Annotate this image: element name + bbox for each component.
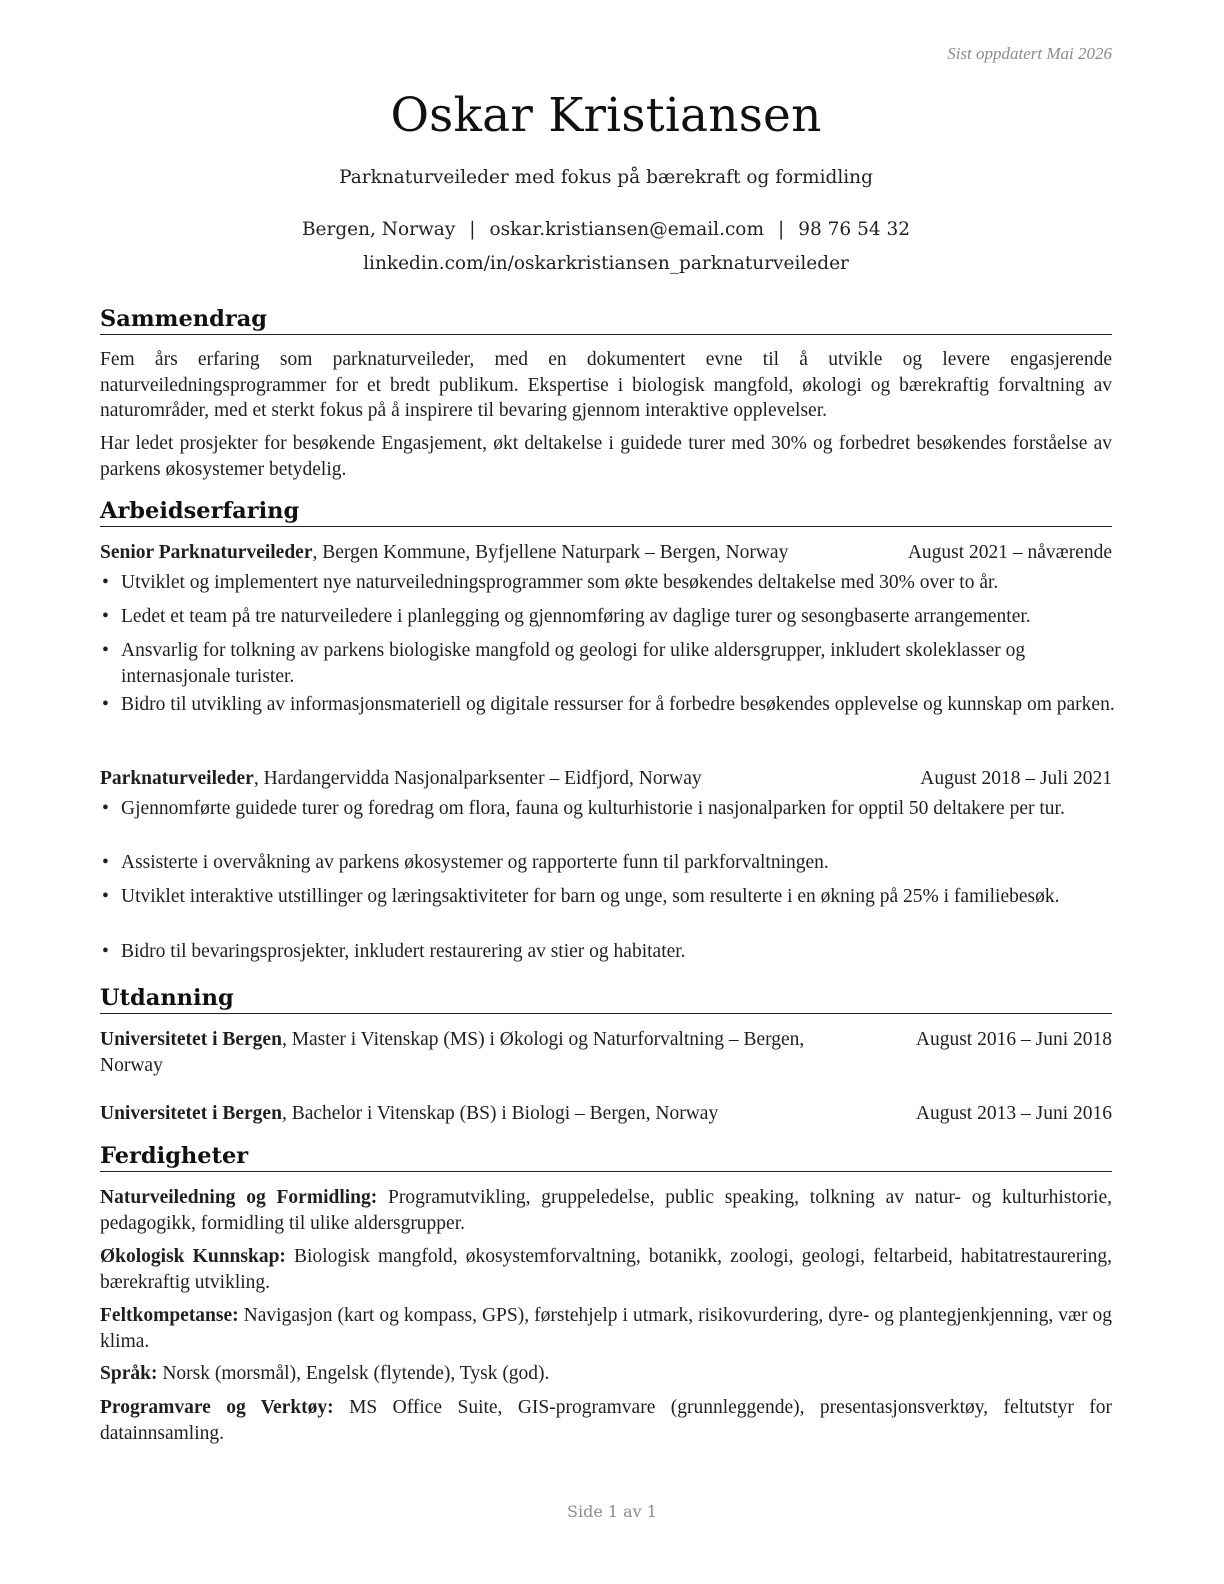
list-item: • Bidro til bevaringsprosjekter, inkludert restaurering av stier og habitater. bbox=[100, 939, 1118, 965]
skill-item: Økologisk Kunnskap: Biologisk mangfold, økosystemforvaltning, botanikk, zoologi, geologi, feltarbeid, habitatrestaurering, bærekraftig utvikling. bbox=[100, 1246, 1112, 1293]
last-updated: Sist oppdatert Mai 2026 bbox=[947, 44, 1112, 63]
list-item: • Ansvarlig for tolkning av parkens biologiske mangfold og geologi for ulike aldersgrupper, inkludert skoleklasser og internasjonale turister. bbox=[102, 640, 1026, 687]
school-name: Universitetet i Bergen bbox=[100, 1029, 282, 1050]
phone: 98 76 54 32 bbox=[798, 219, 911, 240]
skill-item: Programvare og Verktøy: MS Office Suite, GIS-programvare (grunnleggende), presentasjonsverktøy, feltutstyr for datainnsamling. bbox=[100, 1397, 1113, 1444]
job-role: Parknaturveileder bbox=[100, 768, 254, 789]
bullet-icon: • bbox=[102, 941, 109, 962]
job-header bbox=[100, 766, 1112, 792]
school-name: Universitetet i Bergen bbox=[100, 1103, 282, 1124]
job-place: , Hardangervidda Nasjonalparksenter – Eidfjord, Norway bbox=[253, 768, 702, 789]
contact-line bbox=[100, 219, 1112, 240]
summary-paragraph: Har ledet prosjekter for besøkende Engasjement, økt deltakelse i guidede turer med 30% og forbedret besøkendes forståelse av parkens økosystemer betydelig. bbox=[100, 433, 1112, 480]
list-item: • Utviklet interaktive utstillinger og læringsaktiviteter for barn og unge, som resulterte i en økning på 25% i familiebesøk. bbox=[100, 884, 1118, 910]
education-date: August 2013 – Juni 2016 bbox=[915, 1103, 1112, 1124]
summary-paragraph: Fem års erfaring som parknaturveileder, med en dokumentert evne til å utvikle og levere engasjerende naturveiledningsprogrammer for et bredt publikum. Ekspertise i biologisk mangfold, økologi og bærekraftig forvaltning av naturområder, med et sterkt fokus på å inspirere til bevaring gjennom interaktive opplevelser. bbox=[100, 349, 1112, 421]
page-number: Side 1 av 1 bbox=[567, 1502, 657, 1521]
bullet-icon: • bbox=[102, 606, 109, 627]
education-entry bbox=[100, 1101, 1112, 1127]
bullet-icon: • bbox=[102, 694, 109, 715]
job-date: August 2018 – Juli 2021 bbox=[920, 768, 1112, 789]
job-header bbox=[100, 540, 1112, 566]
list-item: • Utviklet og implementert nye naturveiledningsprogrammer som økte besøkendes deltakelse med 30% over to år. bbox=[100, 570, 1118, 596]
job-role: Senior Parknaturveileder bbox=[100, 542, 313, 563]
section-title-education: Utdanning bbox=[100, 984, 1112, 1014]
education-date: August 2016 – Juni 2018 bbox=[915, 1029, 1112, 1050]
section-title-skills: Ferdigheter bbox=[100, 1142, 1112, 1172]
tagline: Parknaturveileder med fokus på bærekraft og formidling bbox=[339, 167, 873, 188]
job-place: , Bergen Kommune, Byfjellene Naturpark – Bergen, Norway bbox=[312, 542, 789, 563]
list-item: • Assisterte i overvåkning av parkens økosystemer og rapporterte funn til parkforvaltningen. bbox=[100, 850, 1118, 876]
job-date: August 2021 – nåværende bbox=[907, 542, 1112, 563]
separator: | bbox=[469, 219, 476, 240]
bullet-icon: • bbox=[102, 798, 109, 819]
skill-item: Språk: Norsk (morsmål), Engelsk (flytende), Tysk (god). bbox=[100, 1363, 550, 1384]
degree: , Master i Vitenskap (MS) i Økologi og Naturforvaltning – Bergen, bbox=[281, 1029, 805, 1050]
bullet-icon: • bbox=[102, 886, 109, 907]
section-title-summary: Sammendrag bbox=[100, 305, 1112, 335]
bullet-icon: • bbox=[102, 640, 109, 661]
section-title-experience: Arbeidserfaring bbox=[100, 497, 1112, 527]
skill-item: Feltkompetanse: Navigasjon (kart og kompass, GPS), førstehjelp i utmark, risikovurdering, dyre- og plantegjenkjenning, vær og klima. bbox=[100, 1305, 1112, 1352]
candidate-name: Oskar Kristiansen bbox=[390, 88, 822, 143]
education-entry bbox=[100, 1027, 890, 1078]
bullet-icon: • bbox=[102, 572, 109, 593]
degree-location: Norway bbox=[100, 1054, 163, 1076]
email-link[interactable]: oskar.kristiansen@email.com bbox=[489, 219, 764, 240]
degree: , Bachelor i Vitenskap (BS) i Biologi – Bergen, Norway bbox=[281, 1103, 719, 1124]
list-item: • Gjennomførte guidede turer og foredrag om flora, fauna og kulturhistorie i nasjonalparken for opptil 50 deltakere per tur. bbox=[100, 796, 1118, 822]
list-item: • Ledet et team på tre naturveiledere i planlegging og gjennomføring av daglige turer og sesongbaserte arrangementer. bbox=[100, 604, 1118, 630]
skill-item: Naturveiledning og Formidling: Programutvikling, gruppeledelse, public speaking, tolkning av natur- og kulturhistorie, pedagogikk, formidling til ulike aldersgrupper. bbox=[100, 1187, 1112, 1234]
linkedin-link[interactable]: linkedin.com/in/oskarkristiansen_parknaturveileder bbox=[363, 253, 849, 274]
separator: | bbox=[778, 219, 785, 240]
list-item: • Bidro til utvikling av informasjonsmateriell og digitale ressurser for å forbedre besøkendes opplevelse og kunnskap om parken. bbox=[100, 692, 1118, 718]
bullet-icon: • bbox=[102, 852, 109, 873]
resume-page bbox=[100, 0, 1115, 1584]
location: Bergen, Norway bbox=[301, 219, 456, 240]
